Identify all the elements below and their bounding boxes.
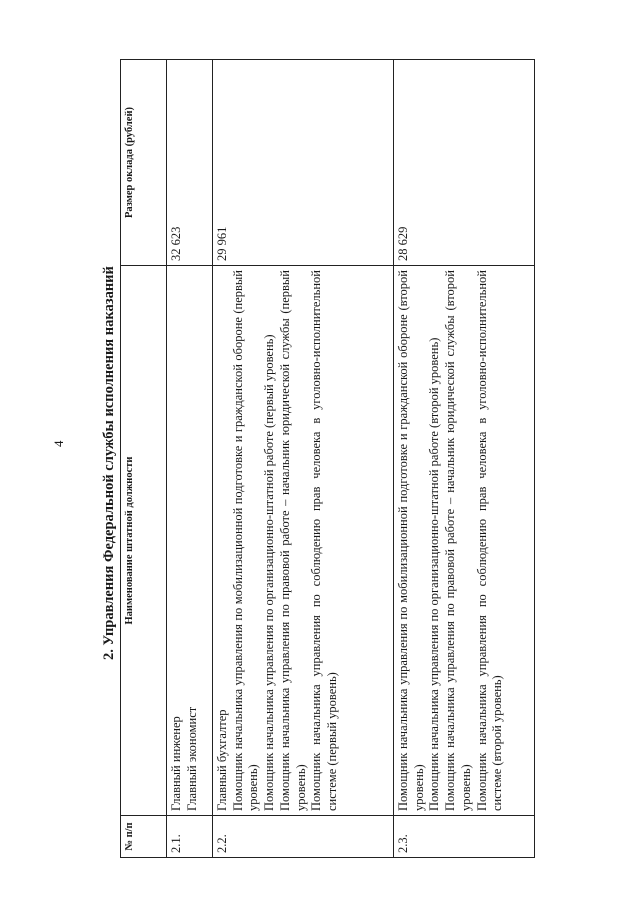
position-name: Помощник начальника управления по соблюдению прав человека в уголовно-исполнительной системе (первый уровень) (309, 270, 339, 811)
position-name: Помощник начальника управления по мобилизационной подготовке и гражданской обороне (второй уровень) (396, 270, 426, 811)
header-num: № п/п (121, 816, 167, 858)
position-name: Помощник начальника управления по мобилизационной подготовке и гражданской обороне (первый уровень) (230, 270, 261, 811)
row-number: 2.1. (167, 816, 213, 858)
table-row (167, 60, 213, 858)
salary-value: 28 629 (394, 60, 535, 266)
header-salary: Размер оклада (рублей) (121, 60, 167, 266)
position-names (394, 266, 535, 816)
position-name: Помощник начальника управления по организационно-штатной работе (второй уровень) (427, 337, 442, 811)
position-names (213, 266, 394, 816)
position-name: Главный бухгалтер (215, 709, 229, 811)
position-name: Помощник начальника управления по правовой работе – начальник юридической службы (второй уровень) (443, 270, 473, 811)
position-name: Главный инженер (169, 716, 183, 811)
table-row (213, 60, 394, 858)
position-names (167, 266, 213, 816)
salary-value: 32 623 (167, 60, 213, 266)
position-name: Помощник начальника управления по организационно-штатной работе (первый уровень) (262, 334, 277, 811)
row-number: 2.2. (213, 816, 394, 858)
position-name: Главный экономист (184, 706, 199, 811)
header-position: Наименование штатной должности (121, 266, 167, 816)
position-name: Помощник начальника управления по правовой работе – начальник юридической службы (первый уровень) (277, 270, 308, 811)
table-header-row (121, 60, 167, 858)
salary-value: 29 961 (213, 60, 394, 266)
position-name: Помощник начальника управления по соблюдению прав человека в уголовно-исполнительной системе (второй уровень) (474, 270, 505, 811)
salary-table-wrapper (120, 60, 535, 858)
table-row (394, 60, 535, 858)
salary-table (120, 59, 535, 858)
page-number: 4 (51, 440, 66, 447)
section-title: 2. Управления Федеральной службы исполнения наказаний (101, 266, 117, 660)
row-number: 2.3. (394, 816, 535, 858)
